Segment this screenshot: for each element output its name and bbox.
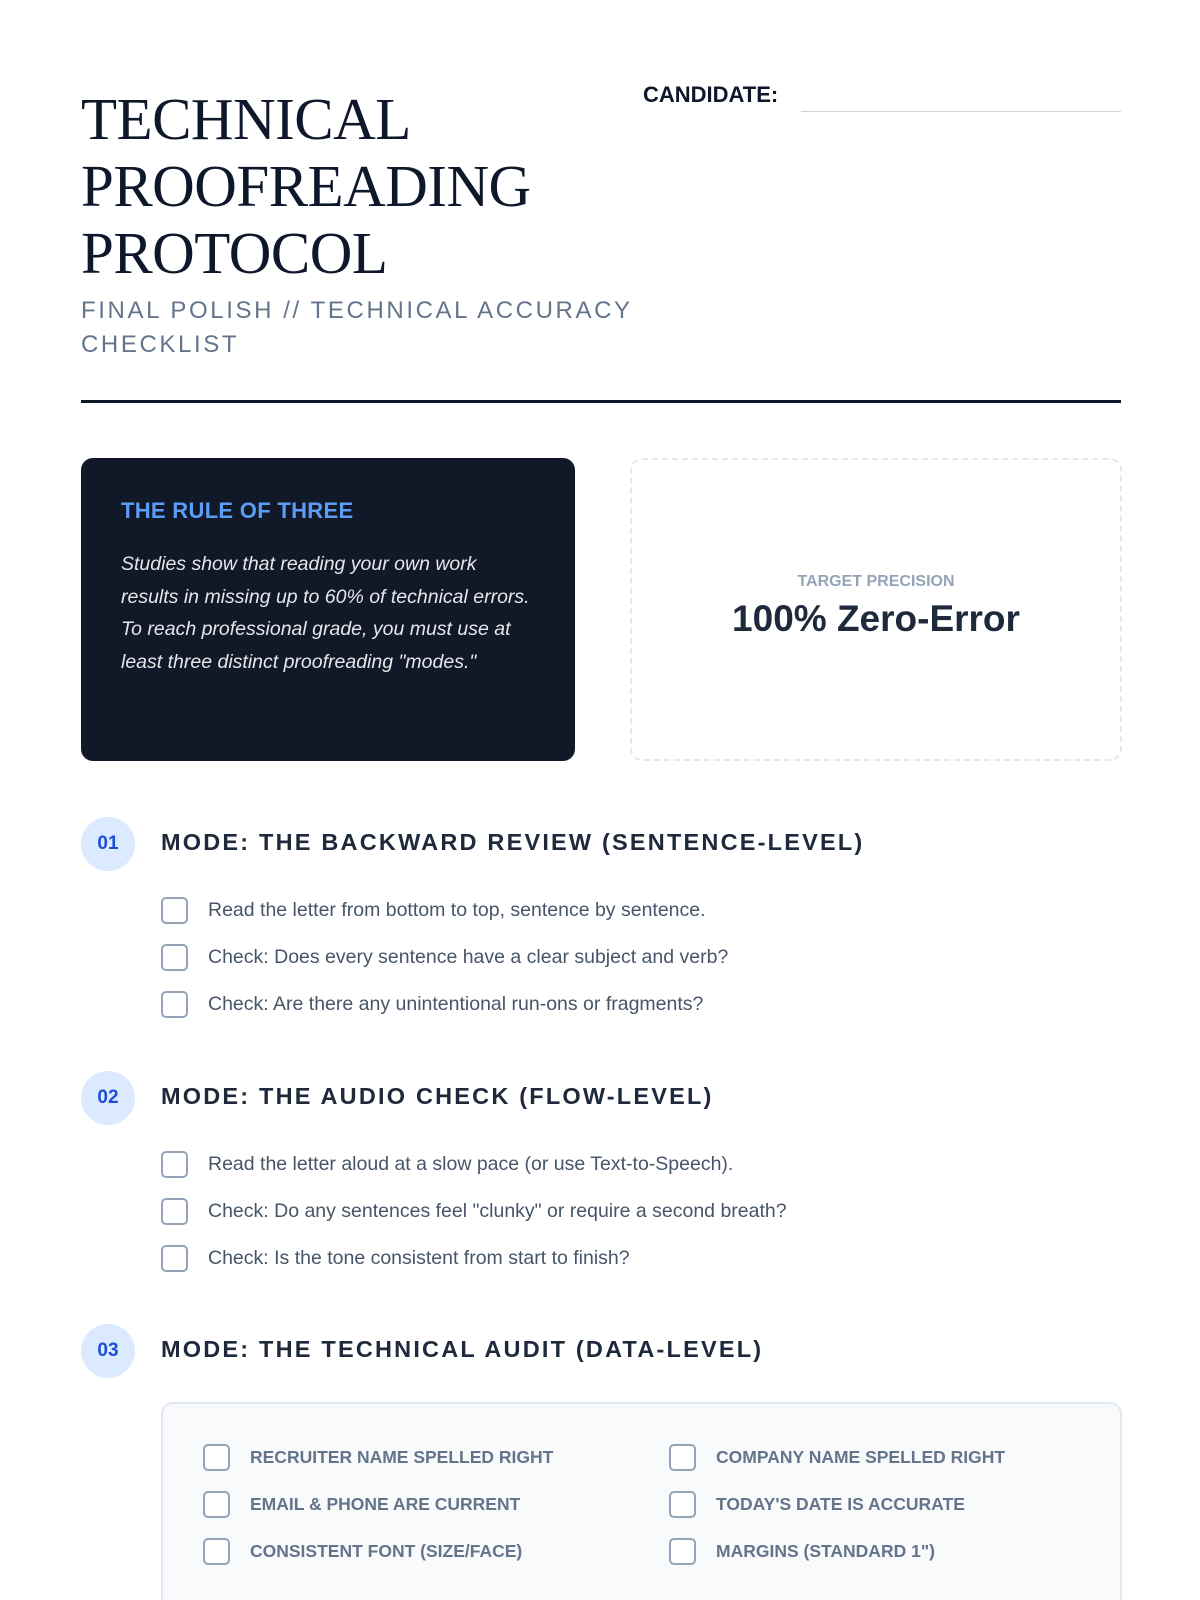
target-precision-value: 100% Zero-Error bbox=[732, 598, 1020, 639]
checklist-item-label: Check: Are there any unintentional run-ons or fragments? bbox=[208, 993, 704, 1015]
header-divider bbox=[81, 400, 1121, 403]
section-title: MODE: THE TECHNICAL AUDIT (DATA-LEVEL) bbox=[161, 1336, 764, 1362]
checkbox[interactable] bbox=[161, 897, 188, 924]
document-subtitle: FINAL POLISH // TECHNICAL ACCURACY CHECKLIST bbox=[81, 297, 633, 358]
rule-card-title: THE RULE OF THREE bbox=[121, 498, 354, 523]
title-line: TECHNICAL bbox=[81, 86, 411, 152]
checkbox[interactable] bbox=[203, 1444, 230, 1471]
checklist-item-label: Read the letter aloud at a slow pace (or use Text-to-Speech). bbox=[208, 1153, 734, 1175]
candidate-label: CANDIDATE: bbox=[643, 82, 779, 107]
section-title: MODE: THE BACKWARD REVIEW (SENTENCE-LEVEL) bbox=[161, 829, 865, 855]
title-line: PROTOCOL bbox=[81, 220, 388, 286]
audit-item[interactable] bbox=[203, 1491, 553, 1538]
rule-of-three-card bbox=[81, 458, 575, 761]
candidate-name-field[interactable] bbox=[801, 111, 1121, 112]
audit-item-label: TODAY'S DATE IS ACCURATE bbox=[716, 1494, 965, 1514]
checklist-item-label: Check: Is the tone consistent from start to finish? bbox=[208, 1247, 630, 1269]
checkbox[interactable] bbox=[161, 944, 188, 971]
checklist-item[interactable] bbox=[161, 897, 728, 944]
checklist-item[interactable] bbox=[161, 1151, 787, 1198]
section-number-badge: 03 bbox=[81, 1324, 135, 1378]
checklist-item-label: Check: Does every sentence have a clear subject and verb? bbox=[208, 946, 729, 968]
target-precision-card bbox=[630, 458, 1122, 761]
audit-item[interactable] bbox=[669, 1491, 1005, 1538]
document-title bbox=[81, 86, 641, 287]
checkbox[interactable] bbox=[203, 1491, 230, 1518]
audit-column-right bbox=[669, 1444, 1005, 1585]
audit-item-label: COMPANY NAME SPELLED RIGHT bbox=[716, 1447, 1006, 1467]
audit-item[interactable] bbox=[203, 1538, 553, 1585]
checkbox[interactable] bbox=[203, 1538, 230, 1565]
audit-item-label: EMAIL & PHONE ARE CURRENT bbox=[250, 1494, 521, 1514]
checklist bbox=[161, 1151, 787, 1292]
rule-card-body: Studies show that reading your own work results in missing up to 60% of technical errors. To reach professional grade, you must use at least three distinct proofreading "modes." bbox=[121, 553, 530, 673]
checkbox[interactable] bbox=[669, 1491, 696, 1518]
checklist bbox=[161, 897, 728, 1038]
section-title: MODE: THE AUDIO CHECK (FLOW-LEVEL) bbox=[161, 1083, 714, 1109]
audit-item-label: RECRUITER NAME SPELLED RIGHT bbox=[250, 1447, 554, 1467]
checkbox[interactable] bbox=[161, 1151, 188, 1178]
checklist-item-label: Read the letter from bottom to top, sentence by sentence. bbox=[208, 899, 706, 921]
checkbox[interactable] bbox=[161, 1245, 188, 1272]
section-number-badge: 01 bbox=[81, 817, 135, 871]
checkbox[interactable] bbox=[161, 991, 188, 1018]
technical-audit-panel bbox=[161, 1402, 1122, 1600]
checkbox[interactable] bbox=[669, 1538, 696, 1565]
audit-item[interactable] bbox=[203, 1444, 553, 1491]
audit-item[interactable] bbox=[669, 1538, 1005, 1585]
checklist-item-label: Check: Do any sentences feel "clunky" or require a second breath? bbox=[208, 1200, 787, 1222]
target-precision-label: TARGET PRECISION bbox=[797, 573, 955, 590]
checklist-item[interactable] bbox=[161, 1245, 787, 1292]
audit-item-label: MARGINS (STANDARD 1") bbox=[716, 1541, 935, 1561]
checklist-item[interactable] bbox=[161, 1198, 787, 1245]
checklist-item[interactable] bbox=[161, 944, 728, 991]
audit-item-label: CONSISTENT FONT (SIZE/FACE) bbox=[250, 1541, 523, 1561]
audit-item[interactable] bbox=[669, 1444, 1005, 1491]
checkbox[interactable] bbox=[669, 1444, 696, 1471]
audit-column-left bbox=[203, 1444, 553, 1585]
section-number-badge: 02 bbox=[81, 1071, 135, 1125]
checkbox[interactable] bbox=[161, 1198, 188, 1225]
checklist-item[interactable] bbox=[161, 991, 728, 1038]
title-line: PROOFREADING bbox=[81, 153, 531, 219]
